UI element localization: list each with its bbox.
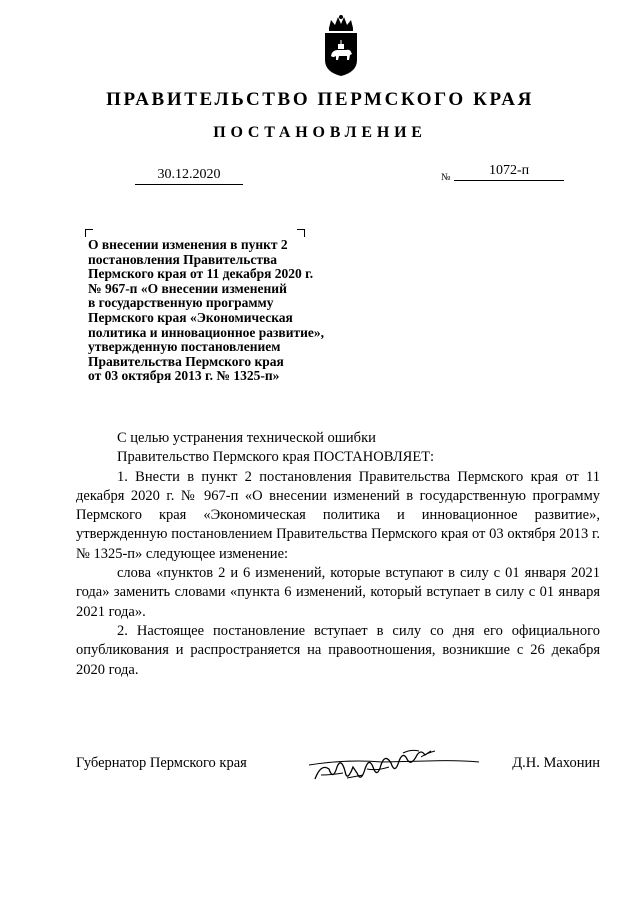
subject-line: политика и инновационное развитие»,	[88, 324, 325, 340]
handwritten-signature	[307, 745, 482, 787]
document-number: 1072-п	[454, 163, 564, 181]
coat-of-arms-emblem	[322, 14, 360, 78]
subject-line: О внесении изменения в пункт 2	[88, 237, 288, 252]
subject-corner-right	[297, 229, 305, 237]
subject-line: Правительства Пермского края	[88, 353, 284, 369]
document-date: 30.12.2020	[135, 167, 243, 185]
government-title: ПРАВИТЕЛЬСТВО ПЕРМСКОГО КРАЯ	[106, 89, 534, 110]
body-paragraph-change: слова «пунктов 2 и 6 изменений, которые вступают в силу с 01 января 2021 года» заменить словами «пункта 6 изменений, который вступает в силу с 01 января 2021 года».	[76, 565, 600, 620]
document-type: ПОСТАНОВЛЕНИЕ	[213, 124, 427, 141]
subject-line: постановления Правительства	[88, 251, 277, 267]
document-subject	[88, 238, 388, 384]
subject-line: Пермского края «Экономическая	[88, 309, 293, 325]
subject-line: в государственную программу	[88, 295, 274, 311]
body-paragraph-item-2: 2. Настоящее постановление вступает в силу со дня его официального опубликования и распространяется на правоотношения, возникшие с 26 декабря 2020 года.	[76, 622, 600, 678]
document-body	[76, 429, 600, 680]
body-paragraph-resolves: Правительство Пермского края ПОСТАНОВЛЯЕТ:	[117, 449, 435, 466]
signatory-title: Губернатор Пермского края	[76, 755, 247, 771]
subject-line: № 967-п «О внесении изменений	[88, 280, 287, 296]
body-paragraph-item-1: 1. Внести в пункт 2 постановления Правительства Пермского края от 11 декабря 2020 г. № 967-п «О внесении изменений в государственную программу Пермского края «Экономическая политика и инновационное развитие», утвержденную постановлением Правительства Пермского края от 03 октября 2013 г. № 1325-п» следующее изменение:	[76, 468, 600, 562]
subject-line: утвержденную постановлением	[88, 339, 281, 355]
body-paragraph-purpose: С целью устранения технической ошибки	[117, 430, 376, 446]
subject-line: от 03 октября 2013 г. № 1325-п»	[88, 368, 280, 384]
number-sign: №	[441, 172, 451, 183]
document-number-field	[441, 163, 564, 183]
signatory-name: Д.Н. Махонин	[512, 755, 600, 771]
subject-corner-left	[85, 229, 93, 237]
subject-line: Пермского края от 11 декабря 2020 г.	[88, 266, 314, 282]
